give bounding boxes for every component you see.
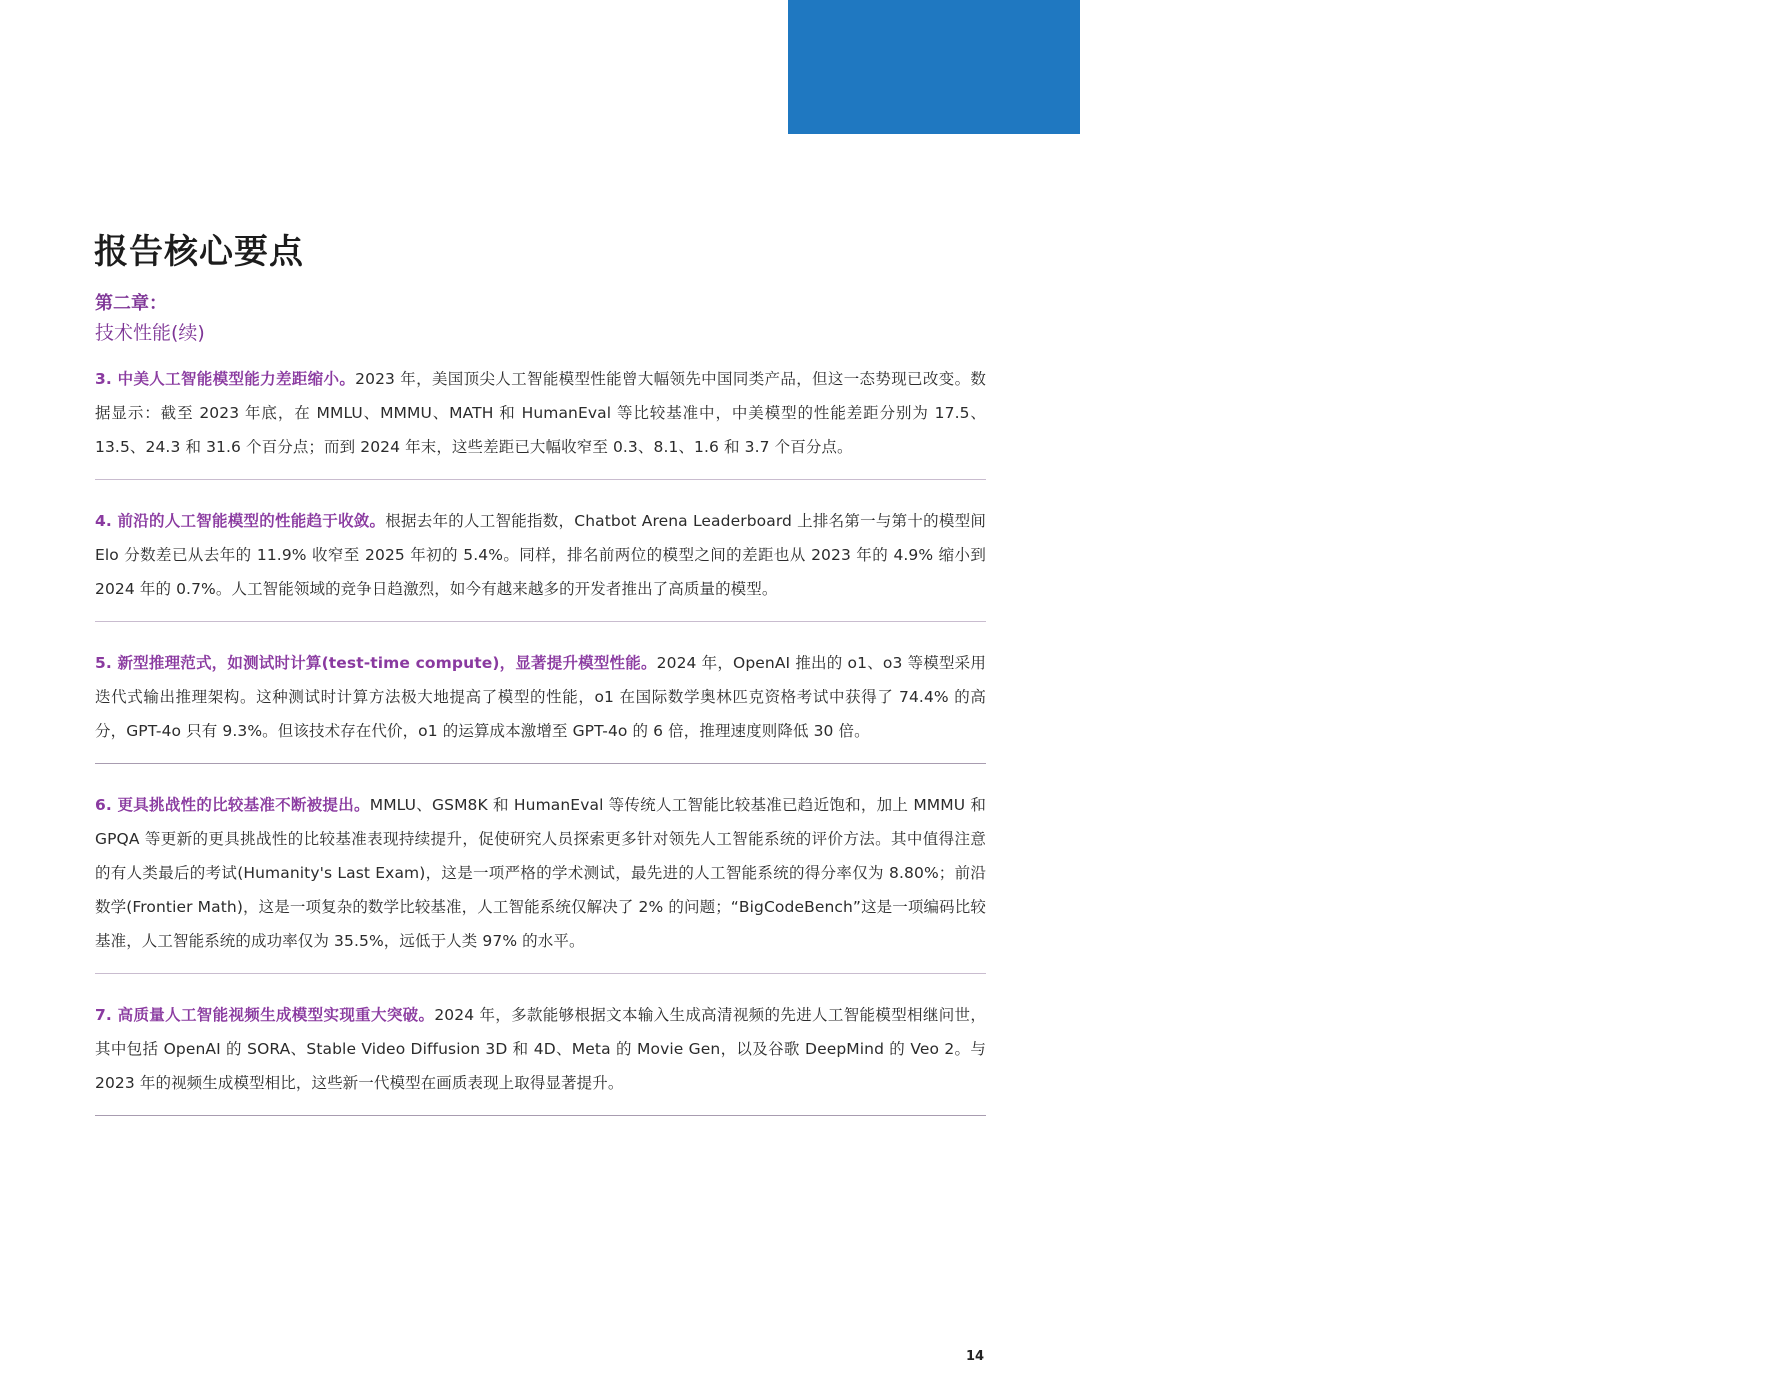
page-number: 14	[966, 1349, 985, 1364]
chapter-label: 第二章：	[95, 293, 167, 314]
key-point-body: 2024 年，OpenAI 推出的 o1、o3 等模型采用迭代式输出推理架构。这种测试时计算方法极大地提高了模型的性能，o1 在国际数学奥林匹克资格考试中获得了 74.4% 的高分，GPT-4o 只有 9.3%。但该技术存在代价，o1 的运算成本激增至 GPT-4o 的 6 倍，推理速度则降低 30 倍。	[95, 654, 986, 740]
key-point-6	[95, 784, 986, 974]
key-point-paragraph	[95, 362, 986, 464]
key-points-list	[95, 358, 986, 1136]
key-point-paragraph	[95, 998, 986, 1100]
report-banner	[788, 0, 1792, 134]
key-point-body: 根据去年的人工智能指数，Chatbot Arena Leaderboard 上排名第一与第十的模型间 Elo 分数差已从去年的 11.9% 收窄至 2025 年初的 5.4%。同样，排名前两位的模型之间的差距也从 2023 年的 4.9% 缩小到 2024 年的 0.7%。人工智能领域的竞争日趋激烈，如今有越来越多的开发者推出了高质量的模型。	[95, 512, 986, 598]
key-point-heading: 4. 前沿的人工智能模型的性能趋于收敛。	[95, 512, 386, 530]
key-point-body: MMLU、GSM8K 和 HumanEval 等传统人工智能比较基准已趋近饱和，加上 MMMU 和 GPQA 等更新的更具挑战性的比较基准表现持续提升，促使研究人员探索更多针对领先人工智能系统的评价方法。其中值得注意的有人类最后的考试(Humanity's Last Exam)，这是一项严格的学术测试，最先进的人工智能系统的得分率仅为 8.80%；前沿数学(Frontier Math)，这是一项复杂的数学比较基准，人工智能系统仅解决了 2% 的问题；“BigCodeBench”这是一项编码比较基准，人工智能系统的成功率仅为 35.5%，远低于人类 97% 的水平。	[95, 796, 986, 950]
key-point-paragraph	[95, 504, 986, 606]
key-point-paragraph	[95, 646, 986, 748]
ai-index-logo-icon	[1622, 55, 1674, 101]
key-point-7	[95, 994, 986, 1116]
key-point-paragraph	[95, 788, 986, 958]
key-point-heading: 6. 更具挑战性的比较基准不断被提出。	[95, 796, 370, 814]
key-point-5	[95, 642, 986, 764]
key-point-heading: 3. 中美人工智能模型能力差距缩小。	[95, 370, 356, 388]
report-name-line2: 指数报告	[1685, 88, 1742, 104]
key-point-3	[95, 358, 986, 480]
key-point-heading: 7. 高质量人工智能视频生成模型实现重大突破。	[95, 1006, 435, 1024]
page-title: 报告核心要点	[94, 232, 304, 272]
chapter-subtitle: 技术性能(续)	[95, 322, 205, 344]
report-name-line1: 2025年人工智能	[1685, 69, 1792, 85]
key-point-heading: 5. 新型推理范式，如测试时计算(test-time compute)，显著提升模型性能。	[95, 654, 657, 672]
key-point-4	[95, 500, 986, 622]
report-name	[1685, 68, 1792, 106]
key-point-body: 2024 年，多款能够根据文本输入生成高清视频的先进人工智能模型相继问世，其中包括 OpenAI 的 SORA、Stable Video Diffusion 3D 和 4D、Meta 的 Movie Gen，以及谷歌 DeepMind 的 Veo 2。与 2023 年的视频生成模型相比，这些新一代模型在画质表现上取得显著提升。	[95, 1006, 986, 1092]
key-point-body: 2023 年，美国顶尖人工智能模型性能曾大幅领先中国同类产品，但这一态势现已改变。数据显示：截至 2023 年底，在 MMLU、MMMU、MATH 和 HumanEval 等比较基准中，中美模型的性能差距分别为 17.5、13.5、24.3 和 31.6 个百分点；而到 2024 年末，这些差距已大幅收窄至 0.3、8.1、1.6 和 3.7 个百分点。	[95, 370, 987, 456]
